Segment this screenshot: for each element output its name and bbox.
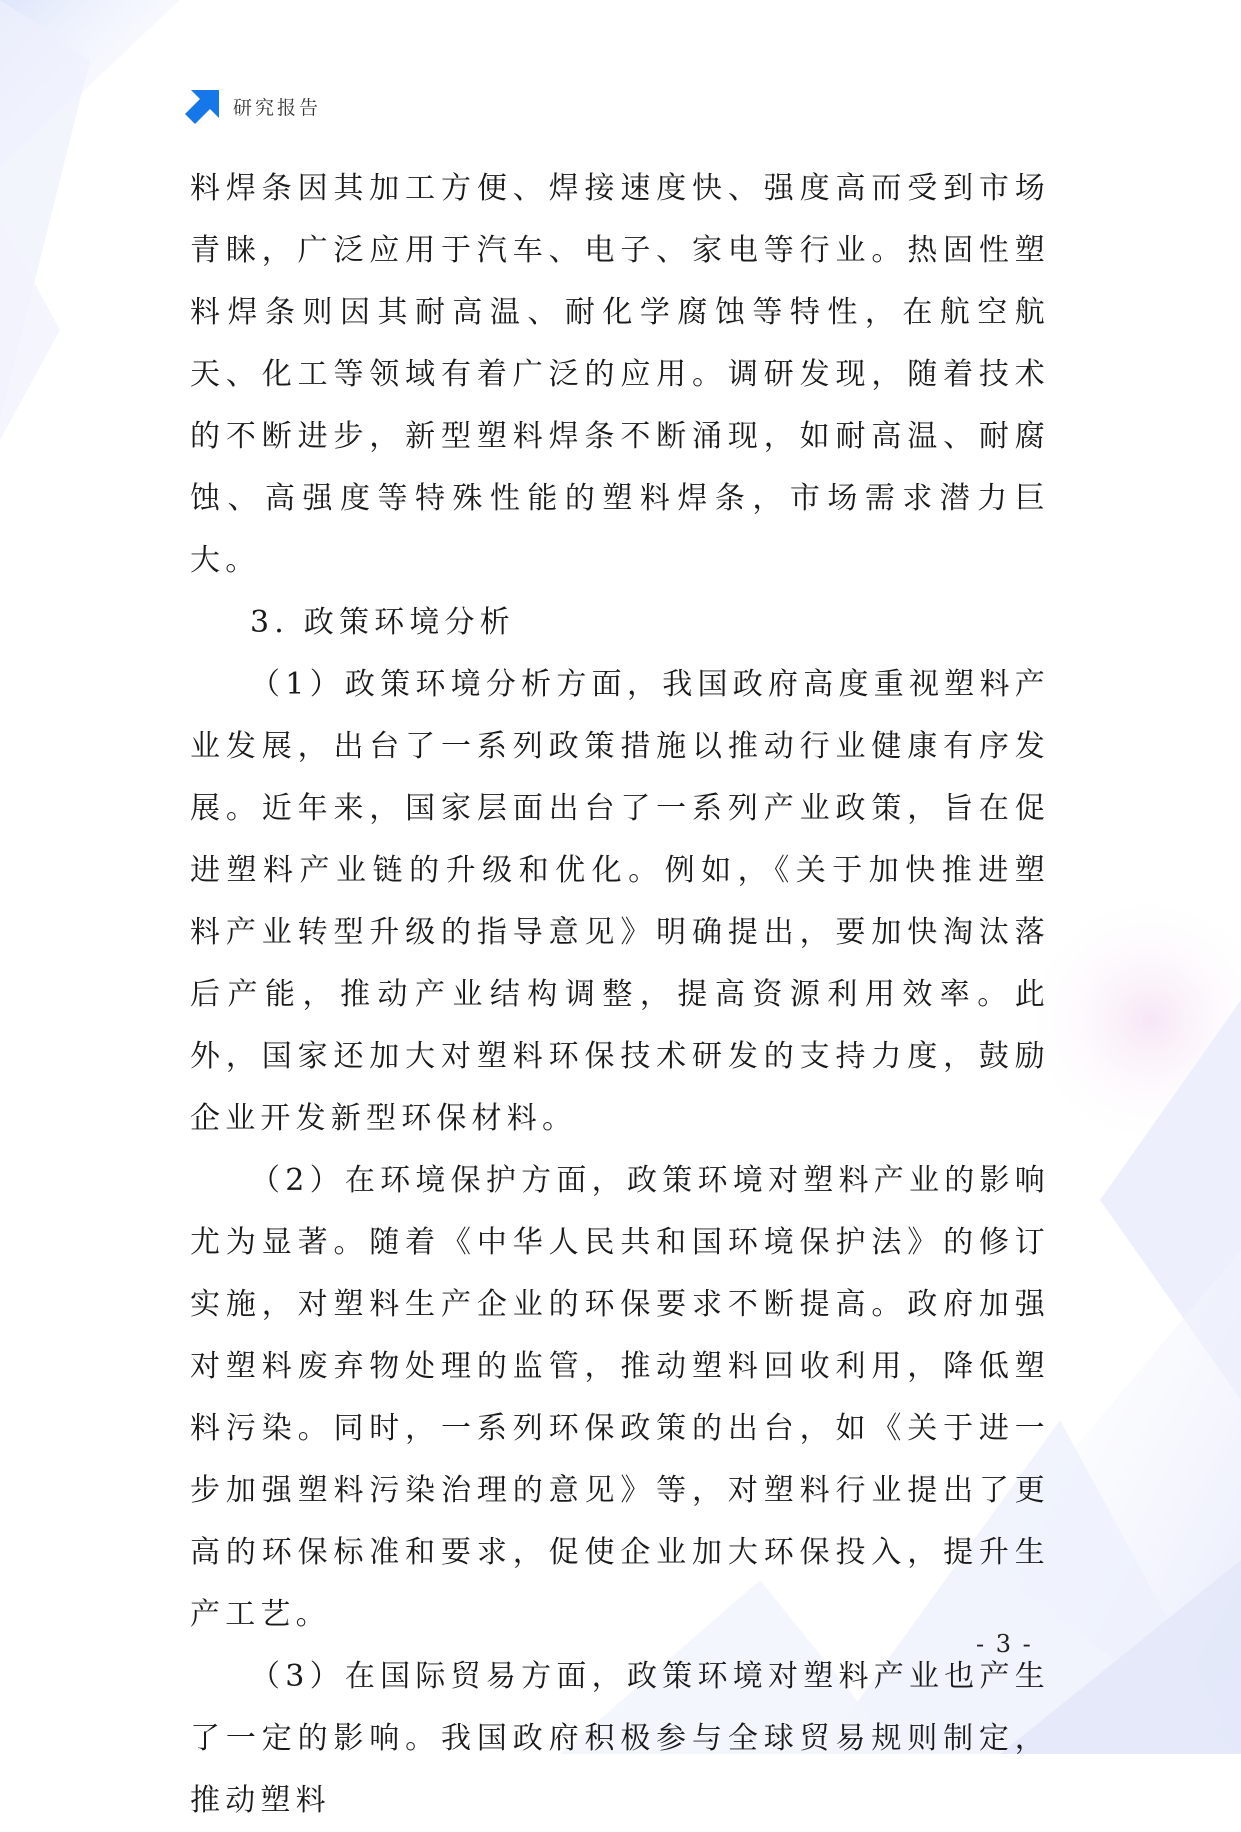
paragraph-continued: 料焊条因其加工方便、焊接速度快、强度高而受到市场青睐，广泛应用于汽车、电子、家电等行业。热固性塑料焊条则因其耐高温、耐化学腐蚀等特性，在航空航天、化工等领域有着广泛的应用。调研发现，随着技术的不断进步，新型塑料焊条不断涌现，如耐高温、耐腐蚀、高强度等特殊性能的塑料焊条，市场需求潜力巨大。 (190, 171, 1050, 578)
report-header (185, 88, 321, 124)
document-body (190, 158, 1050, 1832)
arrow-up-right-icon (185, 88, 221, 124)
paragraph-policy-3: （3）在国际贸易方面，政策环境对塑料产业也产生了一定的影响。我国政府积极参与全球贸易规则制定，推动塑料 (190, 1659, 1050, 1818)
section-heading: 3. 政策环境分析 (250, 605, 515, 640)
paragraph-policy-2: （2）在环境保护方面，政策环境对塑料产业的影响尤为显著。随着《中华人民共和国环境保护法》的修订实施，对塑料生产企业的环保要求不断提高。政府加强对塑料废弃物处理的监管，推动塑料回收利用，降低塑料污染。同时，一系列环保政策的出台，如《关于进一步加强塑料污染治理的意见》等，对塑料行业提出了更高的环保标准和要求，促使企业加大环保投入，提升生产工艺。 (190, 1163, 1050, 1632)
header-title: 研究报告 (233, 96, 322, 119)
page-number: - 3 - (976, 1630, 1033, 1658)
paragraph-policy-1: （1）政策环境分析方面，我国政府高度重视塑料产业发展，出台了一系列政策措施以推动行业健康有序发展。近年来，国家层面出台了一系列产业政策，旨在促进塑料产业链的升级和优化。例如，《关于加快推进塑料产业转型升级的指导意见》明确提出，要加快淘汰落后产能，推动产业结构调整，提高资源利用效率。此外，国家还加大对塑料环保技术研发的支持力度，鼓励企业开发新型环保材料。 (190, 667, 1050, 1136)
